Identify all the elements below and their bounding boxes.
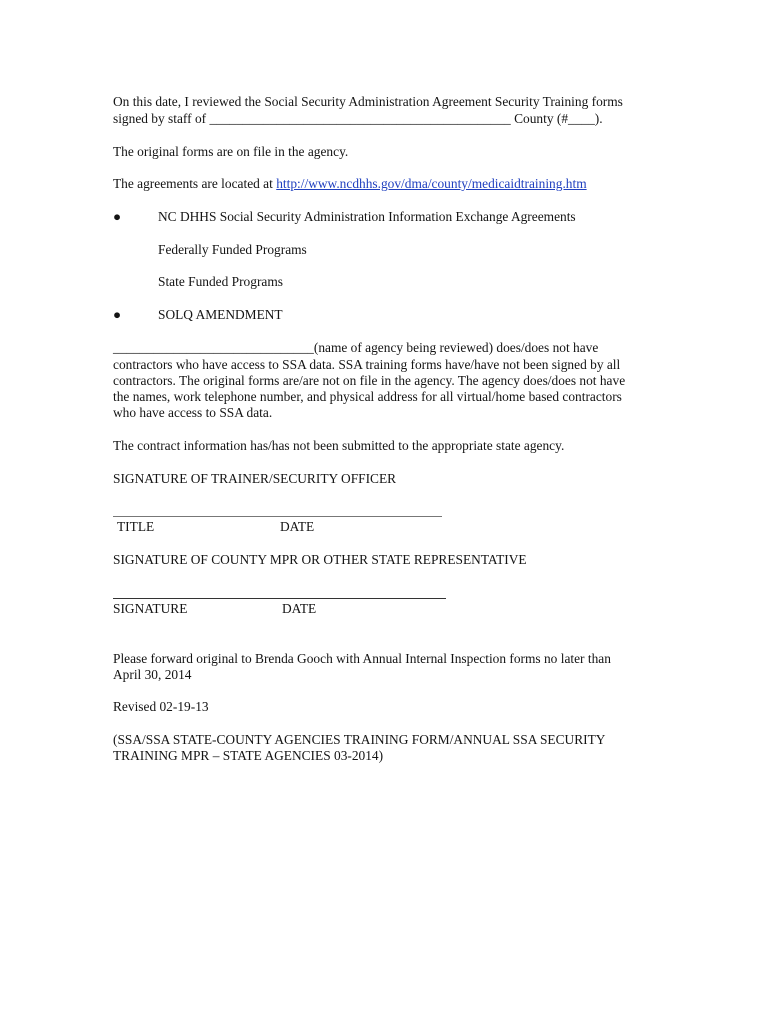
list-item-agreements: NC DHHS Social Security Administration Information Exchange Agreements [158, 209, 576, 224]
bullet-icon: ● [113, 307, 122, 322]
agreements-prefix: The agreements are located at [113, 176, 277, 191]
original-on-file-text: The original forms are on file in the agency. [113, 144, 349, 159]
bullet-icon: ● [113, 209, 122, 224]
contractors-line-5: who have access to SSA data. [113, 405, 273, 420]
list-subitem-federal: Federally Funded Programs [158, 242, 307, 257]
agreements-location [113, 175, 587, 192]
county-signature-line [113, 598, 446, 599]
contractors-line-1: ______________________________(name of agency being reviewed) does/does not have [113, 340, 599, 355]
contractors-line-4: the names, work telephone number, and physical address for all virtual/home based contractors [113, 389, 622, 404]
date-label-county: DATE [282, 601, 317, 616]
signature-label: SIGNATURE [113, 601, 188, 616]
contract-info-text: The contract information has/has not been submitted to the appropriate state agency. [113, 438, 565, 453]
signature-trainer-heading: SIGNATURE OF TRAINER/SECURITY OFFICER [113, 471, 397, 486]
revised-date: Revised 02-19-13 [113, 699, 209, 714]
footer-line-2: TRAINING MPR – STATE AGENCIES 03-2014) [113, 748, 384, 763]
forward-line-2: April 30, 2014 [113, 667, 192, 682]
list-subitem-state: State Funded Programs [158, 274, 283, 289]
title-label: TITLE [117, 519, 155, 534]
contractors-line-3: contractors. The original forms are/are not on file in the agency. The agency does/does not have [113, 373, 626, 388]
trainer-signature-line [113, 516, 442, 517]
intro-line-1: On this date, I reviewed the Social Security Administration Agreement Security Training forms [113, 94, 623, 109]
forward-line-1: Please forward original to Brenda Gooch with Annual Internal Inspection forms no later than [113, 651, 611, 666]
date-label-trainer: DATE [280, 519, 315, 534]
list-item-solq: SOLQ AMENDMENT [158, 307, 283, 322]
signature-county-heading: SIGNATURE OF COUNTY MPR OR OTHER STATE REPRESENTATIVE [113, 552, 527, 567]
agreements-link[interactable]: http://www.ncdhhs.gov/dma/county/medicaidtraining.htm [276, 176, 587, 191]
footer-line-1: (SSA/SSA STATE-COUNTY AGENCIES TRAINING FORM/ANNUAL SSA SECURITY [113, 732, 606, 747]
contractors-line-2: contractors who have access to SSA data. SSA training forms have/have not been signed by all [113, 357, 621, 372]
intro-line-2: signed by staff of _____________________________________________ County (#____). [113, 111, 603, 126]
